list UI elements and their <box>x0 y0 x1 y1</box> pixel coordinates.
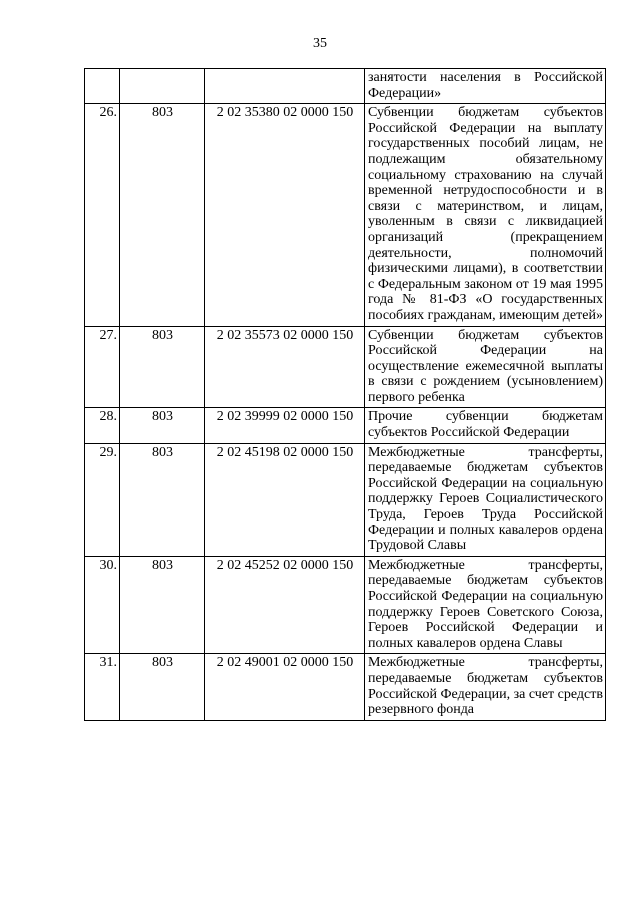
revenue-name-cell: Межбюджетные трансферты, передаваемые бюджетам субъектов Российской Федерации, за счет средств резервного фонда <box>365 654 606 720</box>
row-number-cell: 26. <box>85 104 120 326</box>
table-row <box>85 443 606 556</box>
row-number-cell <box>85 69 120 104</box>
table-row <box>85 408 606 443</box>
revenue-name-cell: Субвенции бюджетам субъектов Российской Федерации на осуществление ежемесячной выплаты в связи с рождением (усыновлением) первого ребенка <box>365 326 606 408</box>
administrator-code-cell <box>120 69 205 104</box>
administrator-code-cell: 803 <box>120 654 205 720</box>
budget-revenue-table <box>84 68 606 721</box>
table-row <box>85 69 606 104</box>
page-number: 35 <box>313 36 327 51</box>
table-row <box>85 104 606 326</box>
revenue-name-cell: Прочие субвенции бюджетам субъектов Российской Федерации <box>365 408 606 443</box>
revenue-name-cell: Субвенции бюджетам субъектов Российской Федерации на выплату государственных пособий лицам, не подлежащим обязательному социальному страхованию на случай временной нетрудоспособности и в связи с материнством, и лицам, уволенным в связи с ликвидацией организаций (прекращением деятельности, полномочий физическими лицами), в соответствии с Федеральным законом от 19 мая 1995 года № 81-ФЗ «О государственных пособиях гражданам, имеющим детей» <box>365 104 606 326</box>
budget-classification-code-cell: 2 02 35380 02 0000 150 <box>205 104 365 326</box>
row-number-cell: 30. <box>85 556 120 654</box>
row-number-cell: 27. <box>85 326 120 408</box>
row-number-cell: 28. <box>85 408 120 443</box>
budget-classification-code-cell: 2 02 39999 02 0000 150 <box>205 408 365 443</box>
budget-classification-code-cell: 2 02 45252 02 0000 150 <box>205 556 365 654</box>
budget-classification-code-cell: 2 02 45198 02 0000 150 <box>205 443 365 556</box>
administrator-code-cell: 803 <box>120 408 205 443</box>
table-row <box>85 556 606 654</box>
table-row <box>85 326 606 408</box>
budget-classification-code-cell <box>205 69 365 104</box>
revenue-name-cell: Межбюджетные трансферты, передаваемые бюджетам субъектов Российской Федерации на социальную поддержку Героев Социалистического Труда, Героев Труда Российской Федерации и полных кавалеров ордена Трудовой Славы <box>365 443 606 556</box>
administrator-code-cell: 803 <box>120 443 205 556</box>
administrator-code-cell: 803 <box>120 104 205 326</box>
budget-classification-code-cell: 2 02 49001 02 0000 150 <box>205 654 365 720</box>
table-row <box>85 654 606 720</box>
administrator-code-cell: 803 <box>120 556 205 654</box>
row-number-cell: 29. <box>85 443 120 556</box>
row-number-cell: 31. <box>85 654 120 720</box>
revenue-name-cell: занятости населения в Российской Федерации» <box>365 69 606 104</box>
budget-classification-code-cell: 2 02 35573 02 0000 150 <box>205 326 365 408</box>
administrator-code-cell: 803 <box>120 326 205 408</box>
revenue-name-cell: Межбюджетные трансферты, передаваемые бюджетам субъектов Российской Федерации на социальную поддержку Героев Советского Союза, Героев Российской Федерации и полных кавалеров ордена Славы <box>365 556 606 654</box>
